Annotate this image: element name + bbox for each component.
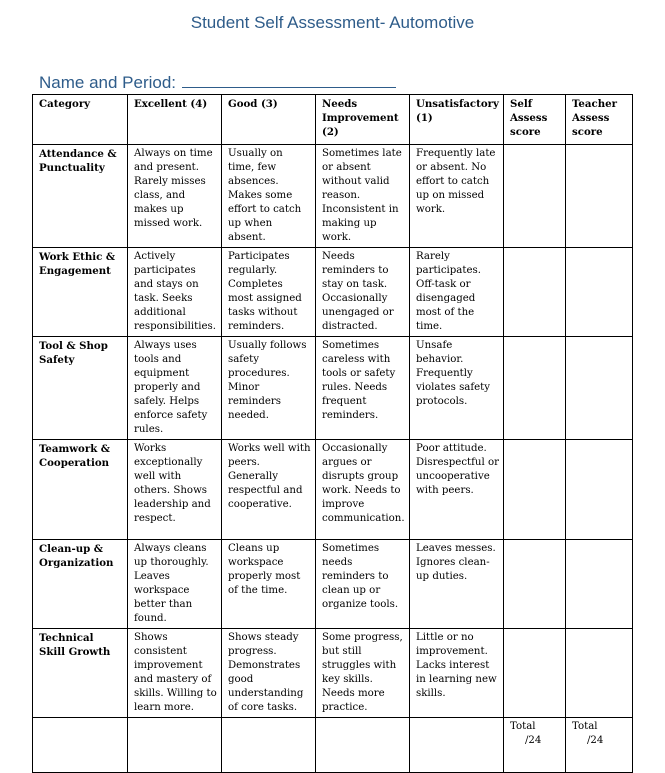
category-cell: Clean-up & Organization bbox=[33, 540, 128, 629]
unsatisfactory-cell: Rarely participates. Off-task or disengaged most of the time. bbox=[410, 248, 504, 337]
unsatisfactory-cell: Unsafe behavior. Frequently violates safety protocols. bbox=[410, 337, 504, 440]
teacher-score-cell[interactable] bbox=[566, 440, 633, 540]
teacher-total-label: Total bbox=[572, 721, 598, 732]
needs-improvement-cell: Occasionally argues or disrupts group work. Needs to improve communication. bbox=[316, 440, 410, 540]
name-period-label: Name and Period: bbox=[39, 73, 177, 92]
excellent-cell: Always cleans up thoroughly. Leaves workspace better than found. bbox=[128, 540, 222, 629]
header-excellent: Excellent (4) bbox=[128, 95, 222, 145]
self-score-cell[interactable] bbox=[504, 440, 566, 540]
good-cell: Participates regularly. Completes most assigned tasks without reminders. bbox=[222, 248, 316, 337]
unsatisfactory-cell: Poor attitude. Disrespectful or uncooperative with peers. bbox=[410, 440, 504, 540]
teacher-total-value: /24 bbox=[587, 735, 604, 746]
category-cell: Tool & Shop Safety bbox=[33, 337, 128, 440]
header-row bbox=[33, 95, 633, 145]
needs-improvement-cell: Sometimes late or absent without valid reason. Inconsistent in making up work. bbox=[316, 145, 410, 248]
needs-improvement-cell: Sometimes careless with tools or safety rules. Needs frequent reminders. bbox=[316, 337, 410, 440]
header-unsatisfactory: Unsatisfactory (1) bbox=[410, 95, 504, 145]
teacher-score-cell[interactable] bbox=[566, 145, 633, 248]
rubric-table bbox=[32, 94, 633, 773]
self-score-cell[interactable] bbox=[504, 629, 566, 718]
self-score-cell[interactable] bbox=[504, 540, 566, 629]
header-teacher-assess: Teacher Assess score bbox=[566, 95, 633, 145]
table-row bbox=[33, 440, 633, 540]
name-period-blank[interactable] bbox=[182, 71, 396, 88]
good-cell: Shows steady progress. Demonstrates good understanding of core tasks. bbox=[222, 629, 316, 718]
good-cell: Usually follows safety procedures. Minor reminders needed. bbox=[222, 337, 316, 440]
teacher-score-cell[interactable] bbox=[566, 337, 633, 440]
total-row bbox=[33, 718, 633, 773]
self-total-value: /24 bbox=[525, 735, 542, 746]
good-cell: Usually on time, few absences. Makes some effort to catch up when absent. bbox=[222, 145, 316, 248]
empty-cell bbox=[410, 718, 504, 773]
excellent-cell: Always uses tools and equipment properly and safely. Helps enforce safety rules. bbox=[128, 337, 222, 440]
table-row bbox=[33, 337, 633, 440]
page-title: Student Self Assessment- Automotive bbox=[190, 13, 475, 32]
empty-cell bbox=[316, 718, 410, 773]
teacher-score-cell[interactable] bbox=[566, 629, 633, 718]
good-cell: Works well with peers. Generally respectful and cooperative. bbox=[222, 440, 316, 540]
self-total-label: Total bbox=[510, 721, 536, 732]
name-period-row bbox=[39, 71, 396, 93]
header-needs-improvement: Needs Improvement (2) bbox=[316, 95, 410, 145]
self-score-cell[interactable] bbox=[504, 145, 566, 248]
excellent-cell: Works exceptionally well with others. Shows leadership and respect. bbox=[128, 440, 222, 540]
category-cell: Teamwork & Cooperation bbox=[33, 440, 128, 540]
self-score-cell[interactable] bbox=[504, 248, 566, 337]
table-row bbox=[33, 145, 633, 248]
header-good: Good (3) bbox=[222, 95, 316, 145]
good-cell: Cleans up workspace properly most of the time. bbox=[222, 540, 316, 629]
category-cell: Attendance & Punctuality bbox=[33, 145, 128, 248]
teacher-score-cell[interactable] bbox=[566, 248, 633, 337]
excellent-cell: Shows consistent improvement and mastery of skills. Willing to learn more. bbox=[128, 629, 222, 718]
category-cell: Technical Skill Growth bbox=[33, 629, 128, 718]
empty-cell bbox=[33, 718, 128, 773]
needs-improvement-cell: Some progress, but still struggles with key skills. Needs more practice. bbox=[316, 629, 410, 718]
teacher-score-cell[interactable] bbox=[566, 540, 633, 629]
unsatisfactory-cell: Leaves messes. Ignores clean-up duties. bbox=[410, 540, 504, 629]
excellent-cell: Always on time and present. Rarely misses class, and makes up missed work. bbox=[128, 145, 222, 248]
needs-improvement-cell: Sometimes needs reminders to clean up or organize tools. bbox=[316, 540, 410, 629]
needs-improvement-cell: Needs reminders to stay on task. Occasionally unengaged or distracted. bbox=[316, 248, 410, 337]
unsatisfactory-cell: Little or no improvement. Lacks interest in learning new skills. bbox=[410, 629, 504, 718]
table-row bbox=[33, 248, 633, 337]
empty-cell bbox=[128, 718, 222, 773]
excellent-cell: Actively participates and stays on task. Seeks additional responsibilities. bbox=[128, 248, 222, 337]
teacher-total-cell[interactable] bbox=[566, 718, 633, 773]
header-category: Category bbox=[33, 95, 128, 145]
header-self-assess: Self Assess score bbox=[504, 95, 566, 145]
table-row bbox=[33, 629, 633, 718]
empty-cell bbox=[222, 718, 316, 773]
table-row bbox=[33, 540, 633, 629]
self-total-cell[interactable] bbox=[504, 718, 566, 773]
unsatisfactory-cell: Frequently late or absent. No effort to catch up on missed work. bbox=[410, 145, 504, 248]
self-score-cell[interactable] bbox=[504, 337, 566, 440]
category-cell: Work Ethic & Engagement bbox=[33, 248, 128, 337]
